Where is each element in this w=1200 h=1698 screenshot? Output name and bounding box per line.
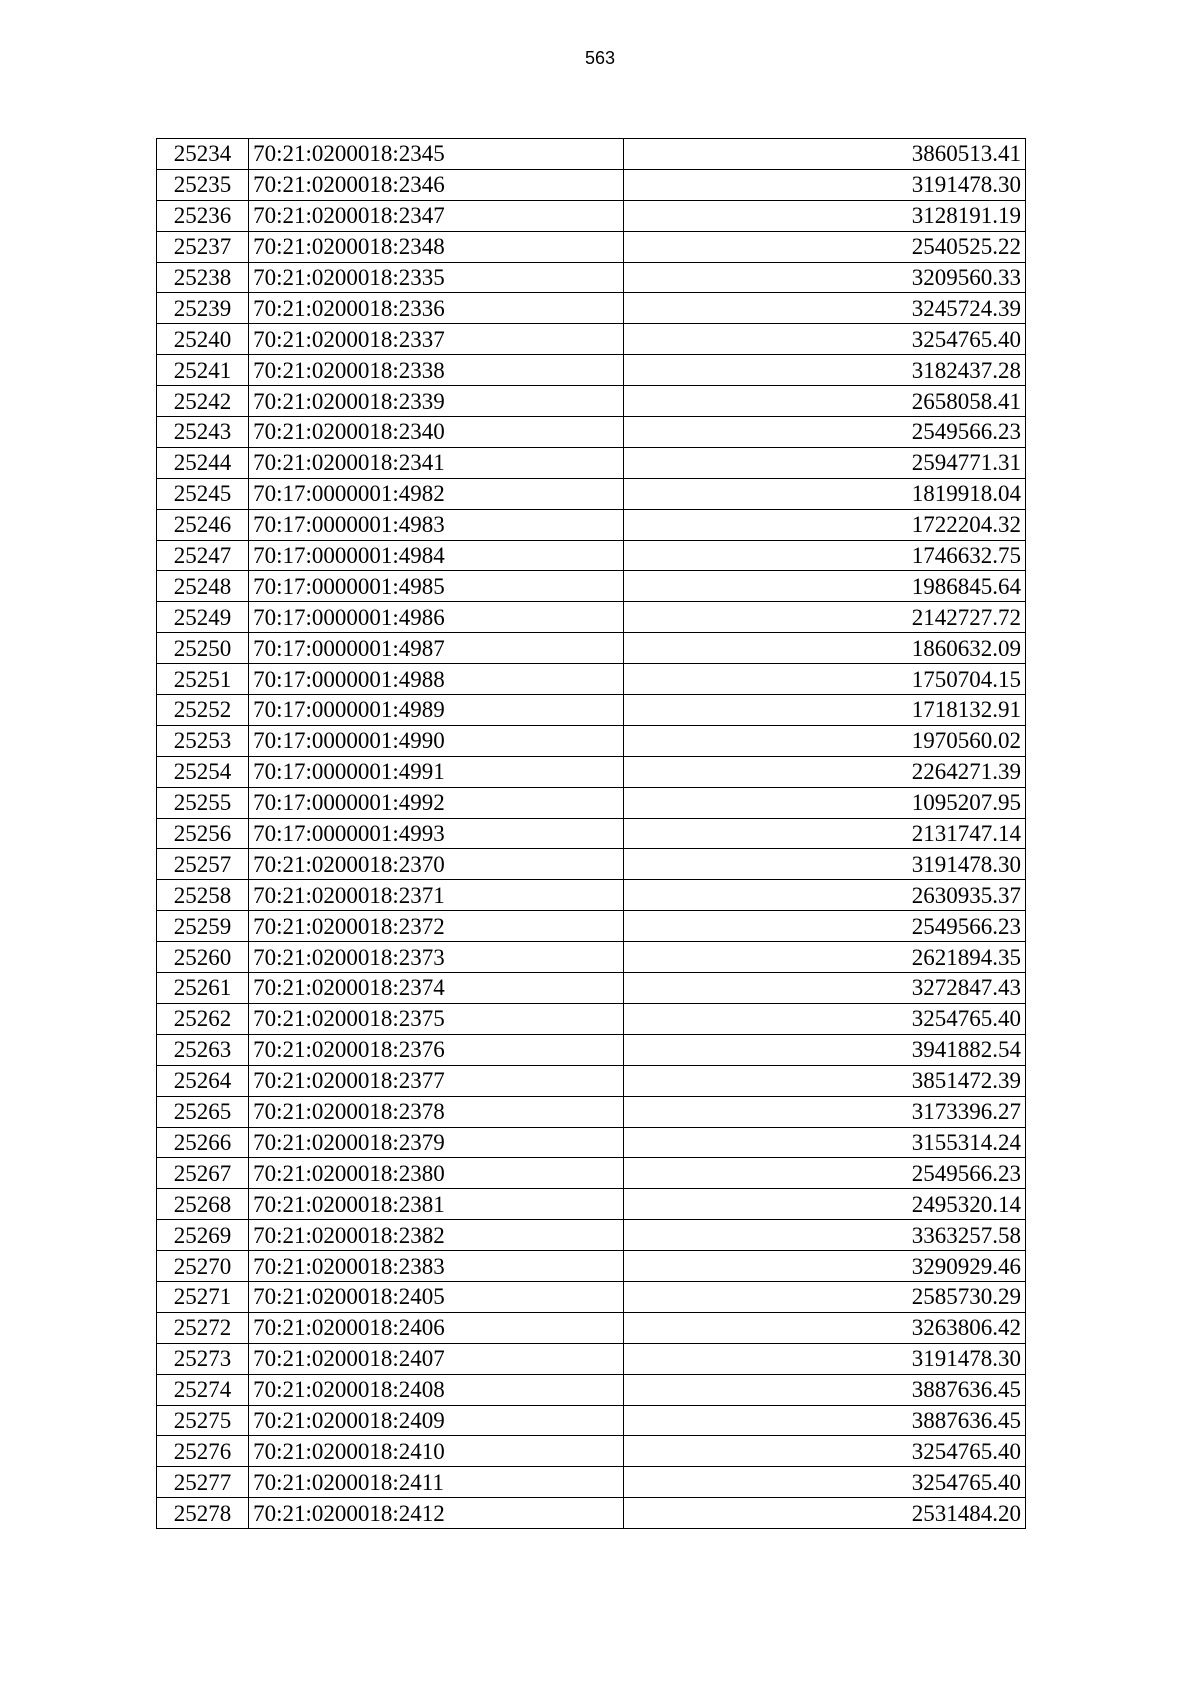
row-number-cell: 25244: [157, 447, 249, 478]
cadastral-number-cell: 70:17:0000001:4989: [249, 695, 623, 726]
table-row: [157, 1467, 1026, 1498]
cadastral-number-cell: 70:21:0200018:2375: [249, 1003, 623, 1034]
cadastral-value-cell: 1860632.09: [623, 633, 1025, 664]
row-number-cell: 25273: [157, 1343, 249, 1374]
cadastral-value-cell: 3191478.30: [623, 849, 1025, 880]
table-row: [157, 633, 1026, 664]
cadastral-value-cell: 3254765.40: [623, 1436, 1025, 1467]
table-row: [157, 1405, 1026, 1436]
row-number-cell: 25261: [157, 973, 249, 1004]
cadastral-number-cell: 70:21:0200018:2378: [249, 1096, 623, 1127]
row-number-cell: 25250: [157, 633, 249, 664]
cadastral-number-cell: 70:21:0200018:2335: [249, 262, 623, 293]
cadastral-number-cell: 70:21:0200018:2374: [249, 973, 623, 1004]
row-number-cell: 25272: [157, 1312, 249, 1343]
table-row: [157, 1281, 1026, 1312]
table-row: [157, 849, 1026, 880]
cadastral-number-cell: 70:21:0200018:2372: [249, 911, 623, 942]
cadastral-number-cell: 70:21:0200018:2409: [249, 1405, 623, 1436]
row-number-cell: 25263: [157, 1034, 249, 1065]
row-number-cell: 25245: [157, 478, 249, 509]
row-number-cell: 25274: [157, 1374, 249, 1405]
table-row: [157, 139, 1026, 170]
cadastral-number-cell: 70:17:0000001:4988: [249, 664, 623, 695]
table-row: [157, 1065, 1026, 1096]
table-row: [157, 1096, 1026, 1127]
cadastral-value-cell: 2585730.29: [623, 1281, 1025, 1312]
table-row: [157, 911, 1026, 942]
table-row: [157, 756, 1026, 787]
table-row: [157, 509, 1026, 540]
cadastral-number-cell: 70:17:0000001:4984: [249, 540, 623, 571]
row-number-cell: 25258: [157, 880, 249, 911]
cadastral-number-cell: 70:21:0200018:2340: [249, 417, 623, 448]
table-row: [157, 478, 1026, 509]
row-number-cell: 25264: [157, 1065, 249, 1096]
cadastral-value-cell: 3887636.45: [623, 1374, 1025, 1405]
cadastral-value-cell: 3254765.40: [623, 324, 1025, 355]
row-number-cell: 25235: [157, 169, 249, 200]
table-row: [157, 1003, 1026, 1034]
table-row: [157, 1158, 1026, 1189]
row-number-cell: 25257: [157, 849, 249, 880]
table-row: [157, 973, 1026, 1004]
cadastral-number-cell: 70:17:0000001:4983: [249, 509, 623, 540]
cadastral-number-cell: 70:17:0000001:4993: [249, 818, 623, 849]
row-number-cell: 25248: [157, 571, 249, 602]
row-number-cell: 25247: [157, 540, 249, 571]
table-row: [157, 262, 1026, 293]
table-row: [157, 355, 1026, 386]
row-number-cell: 25260: [157, 942, 249, 973]
cadastral-number-cell: 70:21:0200018:2408: [249, 1374, 623, 1405]
cadastral-number-cell: 70:21:0200018:2406: [249, 1312, 623, 1343]
cadastral-number-cell: 70:21:0200018:2381: [249, 1189, 623, 1220]
row-number-cell: 25277: [157, 1467, 249, 1498]
cadastral-value-cell: 2540525.22: [623, 231, 1025, 262]
cadastral-value-cell: 1986845.64: [623, 571, 1025, 602]
cadastral-value-cell: 1722204.32: [623, 509, 1025, 540]
cadastral-value-cell: 3191478.30: [623, 169, 1025, 200]
cadastral-value-cell: 2495320.14: [623, 1189, 1025, 1220]
row-number-cell: 25270: [157, 1251, 249, 1282]
row-number-cell: 25238: [157, 262, 249, 293]
cadastral-number-cell: 70:17:0000001:4982: [249, 478, 623, 509]
table-row: [157, 200, 1026, 231]
cadastral-value-cell: 2131747.14: [623, 818, 1025, 849]
row-number-cell: 25246: [157, 509, 249, 540]
cadastral-value-cell: 3245724.39: [623, 293, 1025, 324]
table-row: [157, 818, 1026, 849]
row-number-cell: 25255: [157, 787, 249, 818]
cadastral-number-cell: 70:21:0200018:2407: [249, 1343, 623, 1374]
cadastral-number-cell: 70:21:0200018:2412: [249, 1498, 623, 1529]
row-number-cell: 25253: [157, 725, 249, 756]
cadastral-value-cell: 3128191.19: [623, 200, 1025, 231]
row-number-cell: 25243: [157, 417, 249, 448]
cadastral-value-cell: 2594771.31: [623, 447, 1025, 478]
cadastral-number-cell: 70:21:0200018:2371: [249, 880, 623, 911]
cadastral-number-cell: 70:21:0200018:2348: [249, 231, 623, 262]
row-number-cell: 25259: [157, 911, 249, 942]
cadastral-number-cell: 70:17:0000001:4992: [249, 787, 623, 818]
table-row: [157, 447, 1026, 478]
cadastral-value-cell: 3887636.45: [623, 1405, 1025, 1436]
cadastral-number-cell: 70:21:0200018:2376: [249, 1034, 623, 1065]
table-body: [157, 139, 1026, 1529]
cadastral-value-cell: 1095207.95: [623, 787, 1025, 818]
cadastral-number-cell: 70:21:0200018:2405: [249, 1281, 623, 1312]
table-row: [157, 231, 1026, 262]
cadastral-number-cell: 70:21:0200018:2338: [249, 355, 623, 386]
table-row: [157, 787, 1026, 818]
cadastral-value-cell: 2264271.39: [623, 756, 1025, 787]
cadastral-value-cell: 3155314.24: [623, 1127, 1025, 1158]
cadastral-value-cell: 1750704.15: [623, 664, 1025, 695]
cadastral-value-cell: 2630935.37: [623, 880, 1025, 911]
row-number-cell: 25269: [157, 1220, 249, 1251]
cadastral-number-cell: 70:21:0200018:2336: [249, 293, 623, 324]
table-row: [157, 1436, 1026, 1467]
cadastral-value-cell: 1746632.75: [623, 540, 1025, 571]
row-number-cell: 25275: [157, 1405, 249, 1436]
cadastral-number-cell: 70:21:0200018:2337: [249, 324, 623, 355]
cadastral-value-cell: 3191478.30: [623, 1343, 1025, 1374]
row-number-cell: 25265: [157, 1096, 249, 1127]
row-number-cell: 25236: [157, 200, 249, 231]
row-number-cell: 25234: [157, 139, 249, 170]
row-number-cell: 25267: [157, 1158, 249, 1189]
row-number-cell: 25249: [157, 602, 249, 633]
row-number-cell: 25252: [157, 695, 249, 726]
cadastral-value-cell: 2549566.23: [623, 911, 1025, 942]
table-row: [157, 1251, 1026, 1282]
cadastral-number-cell: 70:21:0200018:2379: [249, 1127, 623, 1158]
cadastral-value-cell: 3263806.42: [623, 1312, 1025, 1343]
cadastral-number-cell: 70:21:0200018:2341: [249, 447, 623, 478]
table-row: [157, 324, 1026, 355]
table-row: [157, 664, 1026, 695]
row-number-cell: 25278: [157, 1498, 249, 1529]
row-number-cell: 25251: [157, 664, 249, 695]
table-row: [157, 571, 1026, 602]
row-number-cell: 25237: [157, 231, 249, 262]
cadastral-number-cell: 70:21:0200018:2345: [249, 139, 623, 170]
table-row: [157, 880, 1026, 911]
cadastral-value-cell: 1718132.91: [623, 695, 1025, 726]
cadastral-value-cell: 1970560.02: [623, 725, 1025, 756]
table-row: [157, 1127, 1026, 1158]
cadastral-number-cell: 70:21:0200018:2339: [249, 386, 623, 417]
table-row: [157, 942, 1026, 973]
table-row: [157, 602, 1026, 633]
row-number-cell: 25268: [157, 1189, 249, 1220]
cadastral-value-cell: 3182437.28: [623, 355, 1025, 386]
cadastral-value-cell: 3851472.39: [623, 1065, 1025, 1096]
cadastral-value-cell: 2621894.35: [623, 942, 1025, 973]
cadastral-number-cell: 70:21:0200018:2370: [249, 849, 623, 880]
cadastral-value-cell: 3363257.58: [623, 1220, 1025, 1251]
table-row: [157, 293, 1026, 324]
row-number-cell: 25256: [157, 818, 249, 849]
table-row: [157, 1312, 1026, 1343]
cadastral-number-cell: 70:17:0000001:4985: [249, 571, 623, 602]
table-row: [157, 725, 1026, 756]
cadastral-number-cell: 70:21:0200018:2373: [249, 942, 623, 973]
cadastral-number-cell: 70:17:0000001:4987: [249, 633, 623, 664]
cadastral-value-cell: 2549566.23: [623, 417, 1025, 448]
cadastral-value-cell: 2549566.23: [623, 1158, 1025, 1189]
cadastral-number-cell: 70:21:0200018:2380: [249, 1158, 623, 1189]
table-row: [157, 1189, 1026, 1220]
cadastral-value-cell: 3860513.41: [623, 139, 1025, 170]
cadastral-value-cell: 3290929.46: [623, 1251, 1025, 1282]
table-row: [157, 169, 1026, 200]
page-number: 563: [584, 48, 616, 68]
cadastral-value-table: [156, 138, 1026, 1529]
cadastral-value-cell: 3209560.33: [623, 262, 1025, 293]
cadastral-value-cell: 3173396.27: [623, 1096, 1025, 1127]
cadastral-number-cell: 70:17:0000001:4991: [249, 756, 623, 787]
cadastral-number-cell: 70:21:0200018:2382: [249, 1220, 623, 1251]
table-row: [157, 1343, 1026, 1374]
cadastral-number-cell: 70:21:0200018:2383: [249, 1251, 623, 1282]
row-number-cell: 25271: [157, 1281, 249, 1312]
table-row: [157, 1374, 1026, 1405]
row-number-cell: 25262: [157, 1003, 249, 1034]
cadastral-value-cell: 3272847.43: [623, 973, 1025, 1004]
cadastral-number-cell: 70:17:0000001:4986: [249, 602, 623, 633]
row-number-cell: 25241: [157, 355, 249, 386]
cadastral-number-cell: 70:21:0200018:2377: [249, 1065, 623, 1096]
row-number-cell: 25266: [157, 1127, 249, 1158]
cadastral-number-cell: 70:17:0000001:4990: [249, 725, 623, 756]
row-number-cell: 25254: [157, 756, 249, 787]
table-row: [157, 386, 1026, 417]
cadastral-value-cell: 1819918.04: [623, 478, 1025, 509]
row-number-cell: 25242: [157, 386, 249, 417]
cadastral-number-cell: 70:21:0200018:2347: [249, 200, 623, 231]
cadastral-value-cell: 2658058.41: [623, 386, 1025, 417]
row-number-cell: 25240: [157, 324, 249, 355]
table-row: [157, 695, 1026, 726]
cadastral-number-cell: 70:21:0200018:2410: [249, 1436, 623, 1467]
table-row: [157, 1498, 1026, 1529]
cadastral-number-cell: 70:21:0200018:2346: [249, 169, 623, 200]
row-number-cell: 25276: [157, 1436, 249, 1467]
table-row: [157, 1220, 1026, 1251]
table-row: [157, 540, 1026, 571]
table-row: [157, 1034, 1026, 1065]
cadastral-value-cell: 3254765.40: [623, 1467, 1025, 1498]
row-number-cell: 25239: [157, 293, 249, 324]
cadastral-value-cell: 2531484.20: [623, 1498, 1025, 1529]
cadastral-value-cell: 3254765.40: [623, 1003, 1025, 1034]
cadastral-value-cell: 3941882.54: [623, 1034, 1025, 1065]
table-row: [157, 417, 1026, 448]
cadastral-number-cell: 70:21:0200018:2411: [249, 1467, 623, 1498]
cadastral-value-cell: 2142727.72: [623, 602, 1025, 633]
